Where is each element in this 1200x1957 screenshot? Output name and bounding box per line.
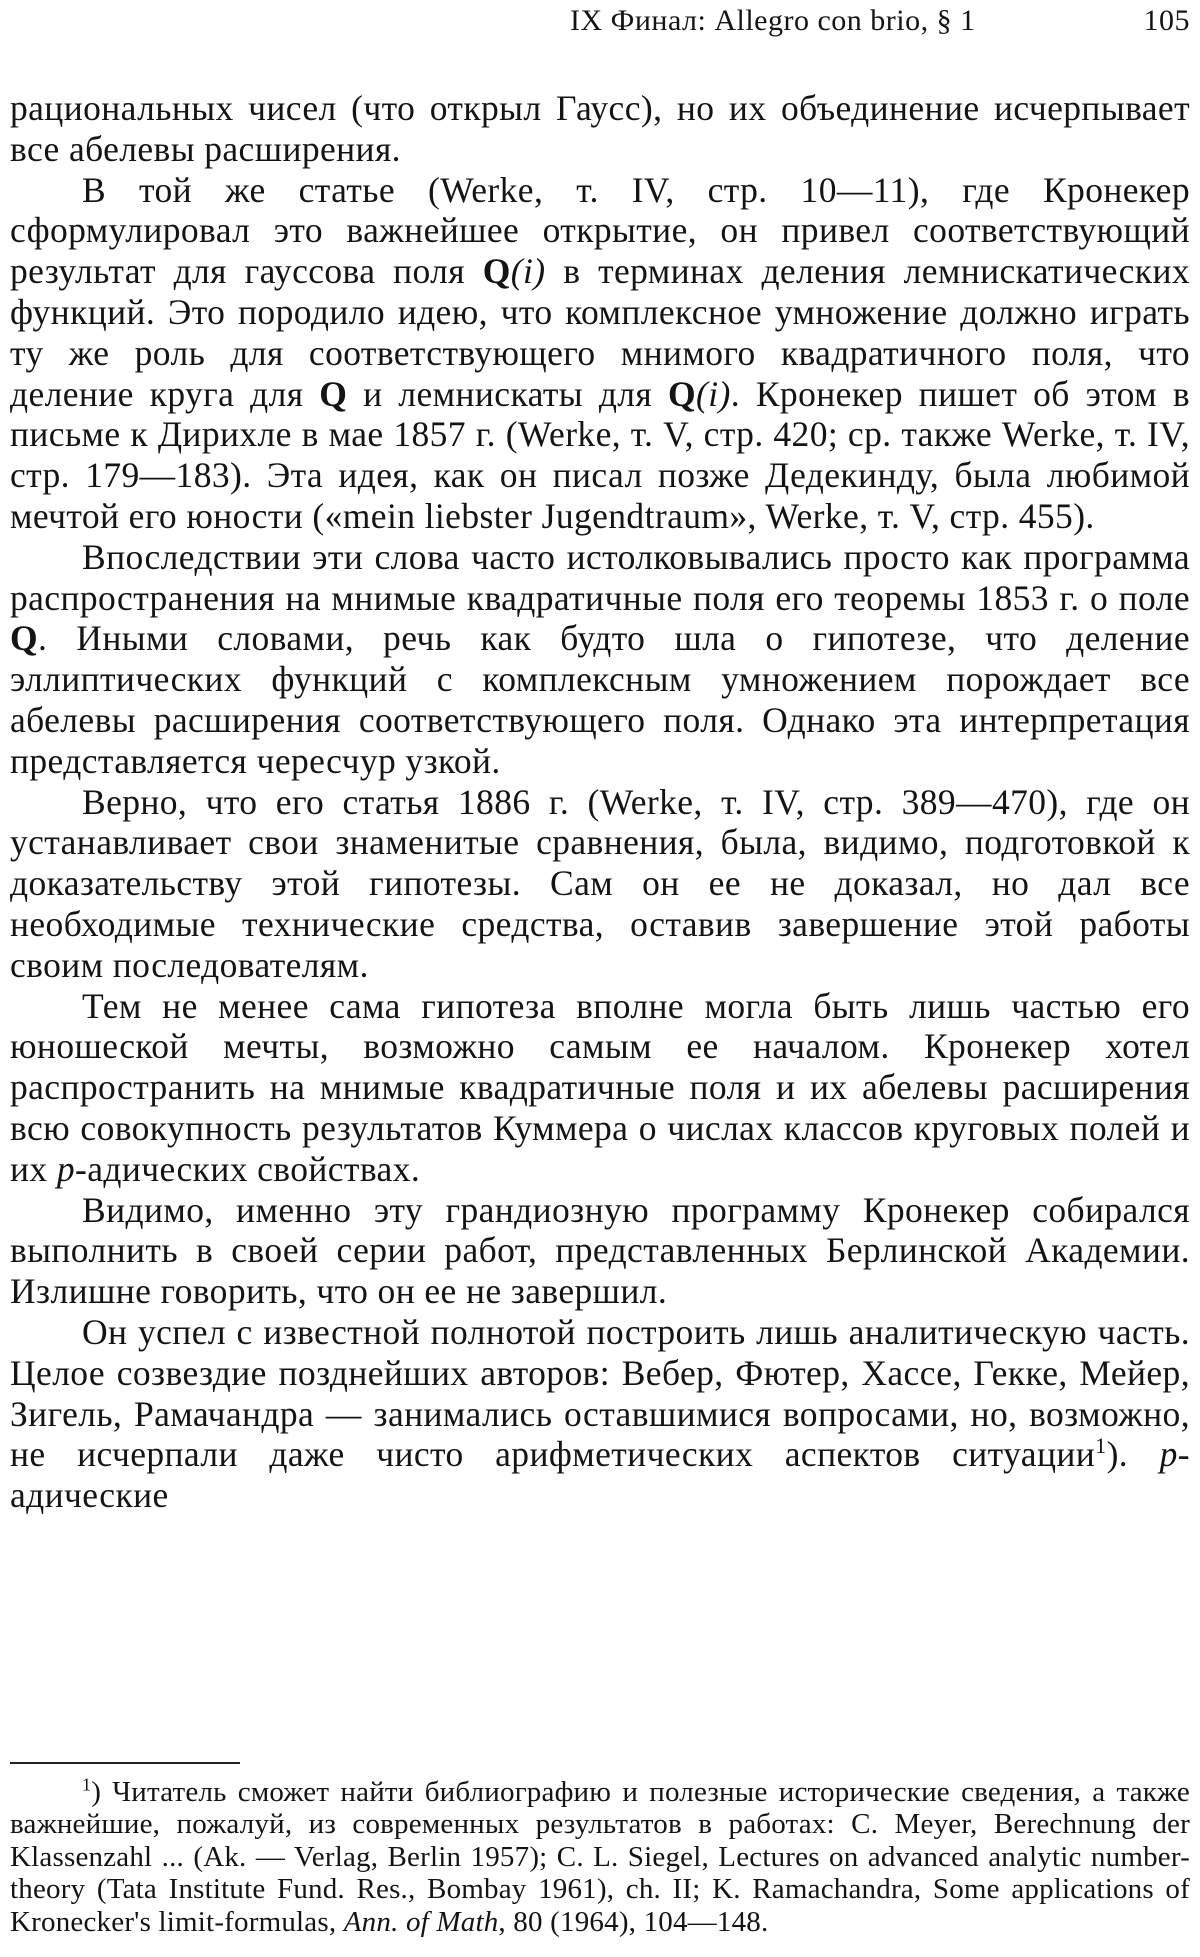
text-run: и лемнискаты для [347,373,668,414]
text-run: . Иными словами, речь как будто шла о гипотезе, что деление эллиптических функций с комплексным умножением порождает все абелевы расширения соответствующего поля. Однако эта интерпретация представляется чересчур узкой. [10,618,1190,781]
footnote-divider [10,1762,240,1764]
paragraph-3 [10,537,1190,782]
paragraph-6 [10,1190,1190,1312]
footnote [10,1776,1190,1938]
paragraph-2 [10,170,1190,537]
math-text: p [56,1148,75,1189]
text-run: Тем не менее сама гипотеза вполне могла быть лишь частью его юношеской мечты, возможно самым ее началом. Кронекер хотел распространить на мнимые квадратичные поля и их абелевы расширения всю совокупность результатов Куммера о числах классов круговых полей и их [10,985,1190,1189]
text-run: Впоследствии эти слова часто истолковывались просто как программа распространения на мнимые квадратичные поля его теоремы 1853 г. о поле [10,536,1190,618]
footnote-marker: 1 [82,1774,92,1795]
running-title: IX Финал: Allegro con brio, § 1 [570,4,976,37]
page-number: 105 [1143,4,1190,37]
field-symbol: Q [482,251,511,292]
text-run: ) Читатель сможет найти библиографию и полезные исторические сведения, а также важнейшие, пожалуй, из современных результатов в работах: C. Meyer, Berechnung der Klassenzahl ... (Ak. — Verlag, Berlin 1957); C. L. Siegel, Lectures on advanced analytic number-theory (Tata Institute Fund. Res., Bombay 1961), ch. II; K. Ramachandra, Some applications of Kronecker's limit-formulas, [10,1776,1190,1938]
text-run: В той же статье (Werke, т. IV, стр. 10—11), где Кронекер сформулировал это важнейшее открытие, он привел соответствующий результат для гауссова поля [10,169,1190,292]
text-run: в терминах деления лемнискатических функций. Это породило идею, что комплексное умножение должно играть ту же роль для соответствующего мнимого квадратичного поля, что деление круга для [10,251,1190,414]
paragraph-5 [10,986,1190,1190]
field-symbol: Q [667,373,696,414]
text-run: рациональных чисел (что открыл Гаусс), но их объединение исчерпывает все абелевы расширения. [10,88,1190,169]
body-text [10,88,1190,1516]
paragraph-1 [10,88,1190,170]
running-head [570,4,1190,44]
footnote-text [10,1776,1190,1938]
text-run: Верно, что его статья 1886 г. (Werke, т. IV, стр. 389—470), где он устанавливает свои знаменитые сравнения, была, видимо, подготовкой к доказательству этой гипотезы. Сам он ее не доказал, но дал все необходимые технические средства, оставив завершение этой работы своим последователям. [10,781,1190,985]
paragraph-4 [10,782,1190,986]
text-run: , 80 (1964), 104—148. [498,1905,769,1938]
paragraph-7 [10,1312,1190,1516]
field-symbol: Q [319,373,348,414]
text-run: Он успел с известной полнотой построить лишь аналитическую часть. Целое созвездие позднейших авторов: Вебер, Фютер, Хассе, Гекке, Мейер, Зигель, Рамачандра — занимались оставшимися вопросами, но, возможно, не исчерпали даже чисто арифметических аспектов ситуации [10,1311,1190,1475]
math-text: p [1159,1434,1178,1475]
text-run: . Кронекер пишет об этом в письме к Дирихле в мае 1857 г. (Werke, т. V, стр. 420; ср. также Werke, т. IV, стр. 179—183). Эта идея, как он писал позже Дедекинду, была любимой мечтой его юности («mein liebster Jugendtraum», Werke, т. V, стр. 455). [10,373,1191,536]
field-symbol: Q [10,618,39,659]
journal-title: Ann. of Math [343,1905,499,1938]
math-text: (i) [510,251,546,292]
footnote-reference[interactable]: 1 [1095,1433,1107,1459]
text-run: -адических свойствах. [74,1148,421,1189]
text-run: ). [1106,1434,1160,1475]
text-run: -адические [10,1434,1190,1516]
math-text: (i) [696,373,731,414]
text-run: Видимо, именно эту грандиозную программу Кронекер собирался выполнить в своей серии работ, представленных Берлинской Академии. Излишне говорить, что он ее не завершил. [10,1189,1190,1312]
